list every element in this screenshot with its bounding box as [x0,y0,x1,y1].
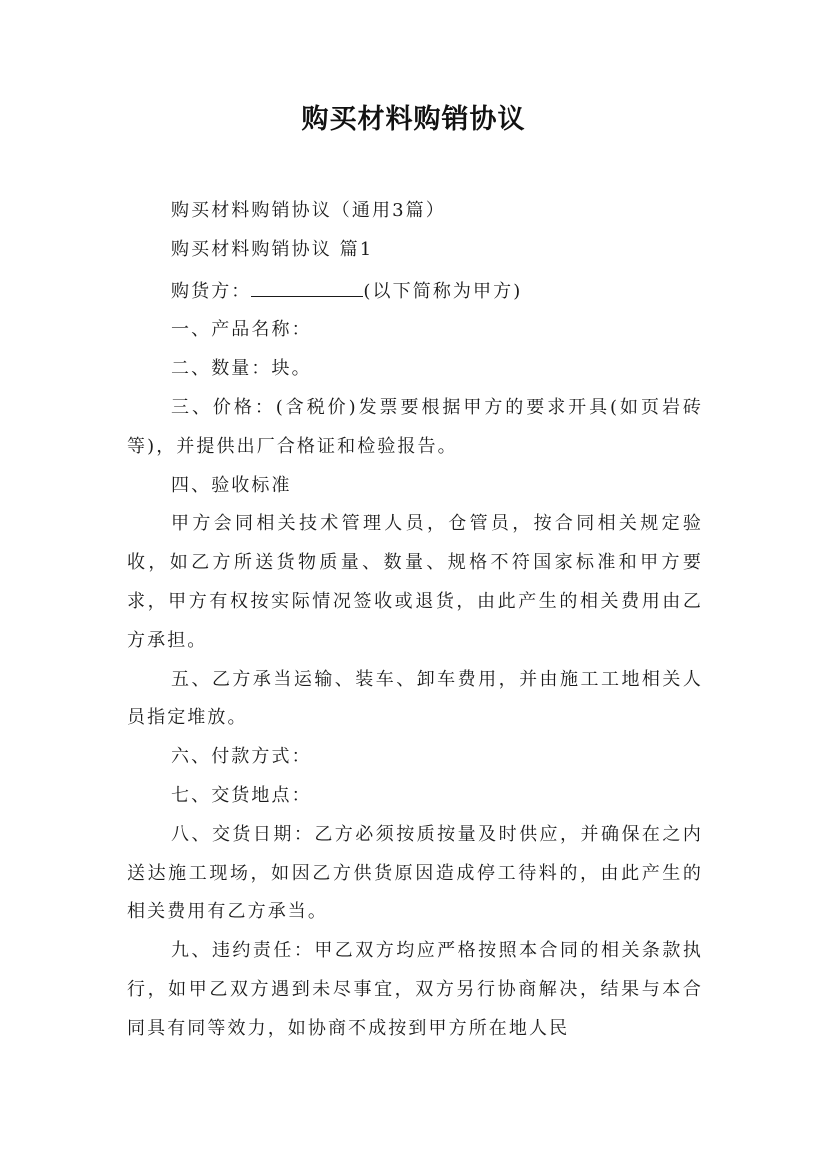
paragraph-product-name: 一、产品名称： [171,319,312,341]
paragraph-payment: 六、付款方式： [171,746,312,768]
paragraph-acceptance-heading: 四、验收标准 [171,474,292,496]
paragraph-liability: 九、违约责任：甲乙双方均应严格按照本合同的相关条款执行，如甲乙双方遇到未尽事宜，双方另行协商解决，结果与本合同具有同等效力，如协商不成按到甲方所在地人民 [127,940,703,1039]
buyer-label: 购货方： [171,280,252,302]
paragraph-price: 三、价格：(含税价)发票要根据甲方的要求开具(如页岩砖等)，并提供出厂合格证和检验报告。 [127,396,703,457]
paragraph-acceptance-body: 甲方会同相关技术管理人员，仓管员，按合同相关规定验收，如乙方所送货物质量、数量、规格不符国家标准和甲方要求，甲方有权按实际情况签收或退货，由此产生的相关费用由乙方承担。 [127,513,703,651]
document-title: 购买材料购销协议 [301,104,526,135]
paragraph-section-heading: 购买材料购销协议 篇1 [171,238,374,260]
paragraph-transport: 五、乙方承当运输、装车、卸车费用，并由施工工地相关人员指定堆放。 [127,668,703,729]
buyer-suffix: (以下简称为甲方) [363,280,523,302]
buyer-blank-line [251,270,363,297]
document-body [127,192,703,1049]
paragraph-delivery-location: 七、交货地点： [171,784,312,806]
paragraph-subtitle: 购买材料购销协议（通用3篇） [171,200,446,221]
paragraph-delivery-date: 八、交货日期：乙方必须按质按量及时供应，并确保在之内送达施工现场，如因乙方供货原因造成停工待料的，由此产生的相关费用有乙方承当。 [127,823,703,923]
paragraph-quantity: 二、数量：块。 [171,358,312,380]
paragraph-buyer [127,270,703,312]
